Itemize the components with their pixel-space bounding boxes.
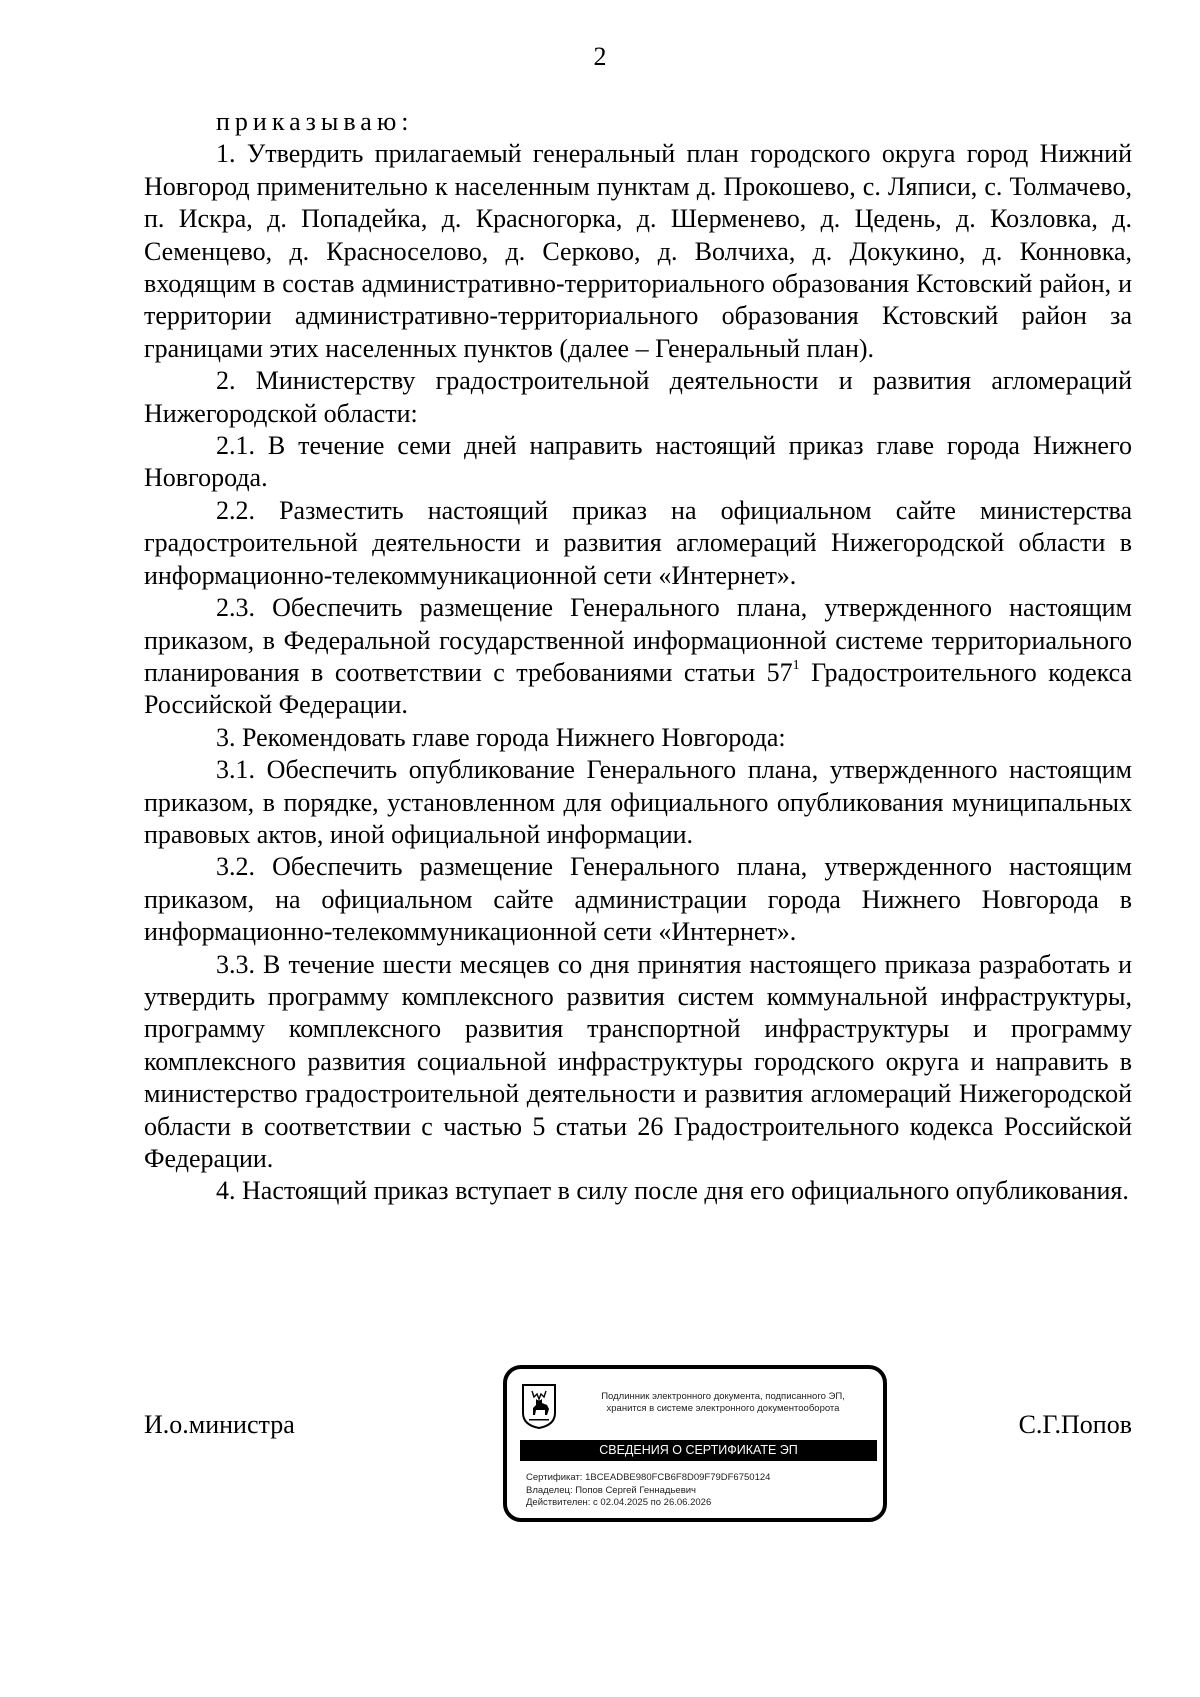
- clause-2-2: 2.2. Разместить настоящий приказ на официальном сайте министерства градостроительной деятельности и развития агломераций Нижегородской области в информационно-телекоммуникационной сети «Интернет».: [144, 495, 1132, 590]
- certificate-number: Сертификат: 1BCEADBE980FCB6F8D09F79DF6750124: [526, 1472, 771, 1483]
- stamp-header: [567, 1391, 879, 1415]
- clause-4: 4. Настоящий приказ вступает в силу после дня его официального опубликования.: [216, 1176, 1129, 1206]
- certificate-info-bar: СВЕДЕНИЯ О СЕРТИФИКАТЕ ЭП: [520, 1440, 877, 1461]
- clause-2-3: [144, 592, 1132, 722]
- order-intro: приказываю:: [216, 107, 414, 136]
- clause-1: 1. Утвердить прилагаемый генеральный план городского округа город Нижний Новгород применительно к населенным пунктам д. Прокошево, с. Ляписи, с. Толмачево, п. Искра, д. Попадейка, д. Красногорка, д. Шерменево, д. Цедень, д. Козловка, д. Семенцево, д. Красноселово, д. Серково, д. Волчиха, д. Докукино, д. Конновка, входящим в состав административно-территориального образования Кстовский район, и территории административно-территориального образования Кстовский район за границами этих населенных пунктов (далее – Генеральный план).: [144, 139, 1132, 363]
- electronic-signature-stamp: [503, 1365, 887, 1522]
- order-body: [144, 106, 1132, 1208]
- clause-3-2: 3.2. Обеспечить размещение Генерального плана, утвержденного настоящим приказом, на официальном сайте администрации города Нижнего Новгорода в информационно-телекоммуникационной сети «Интернет».: [144, 852, 1132, 947]
- clause-3-1: 3.1. Обеспечить опубликование Генерального плана, утвержденного настоящим приказом, в порядке, установленном для официального опубликования муниципальных правовых актов, иной официальной информации.: [144, 755, 1132, 849]
- certificate-validity: Действителен: с 02.04.2025 по 26.06.2026: [526, 1497, 712, 1508]
- signer-name: С.Г.Попов: [1018, 1410, 1132, 1439]
- clause-2: 2. Министерству градостроительной деятельности и развития агломераций Нижегородской области:: [144, 366, 1132, 428]
- article-superscript: 1: [792, 657, 800, 673]
- stamp-header-line-1: Подлинник электронного документа, подписанного ЭП,: [601, 1391, 845, 1402]
- certificate-owner: Владелец: Попов Сергей Геннадьевич: [526, 1484, 697, 1496]
- certificate-details: [526, 1472, 876, 1510]
- clause-3-3: 3.3. В течение шести месяцев со дня принятия настоящего приказа разработать и утвердить программу комплексного развития систем коммунальной инфраструктуры, программу комплексного развития транспортной инфраструктуры и программу комплексного развития социальной инфраструктуры городского округа и направить в министерство градостроительной деятельности и развития агломераций Нижегородской области в соответствии с частью 5 статьи 26 Градостроительного кодекса Российской Федерации.: [144, 949, 1132, 1173]
- stamp-header-line-2: хранится в системе электронного документооборота: [606, 1403, 840, 1414]
- page-number: 2: [593, 42, 607, 71]
- clause-2-3-text: 2.3. Обеспечить размещение Генерального плана, утвержденного настоящим приказом, в Федеральной государственной информационной системе территориального планирования в соответствии с требованиями статьи 57: [144, 593, 1132, 687]
- nizhny-novgorod-deer-emblem-icon: [521, 1383, 557, 1429]
- clause-2-3-continuation: Градостроительного кодекса Российской Федерации.: [144, 657, 1132, 720]
- clause-3: 3. Рекомендовать главе города Нижнего Новгорода:: [216, 722, 786, 752]
- clause-2-1: 2.1. В течение семи дней направить настоящий приказ главе города Нижнего Новгорода.: [144, 431, 1132, 493]
- signer-title: И.о.министра: [144, 1410, 295, 1439]
